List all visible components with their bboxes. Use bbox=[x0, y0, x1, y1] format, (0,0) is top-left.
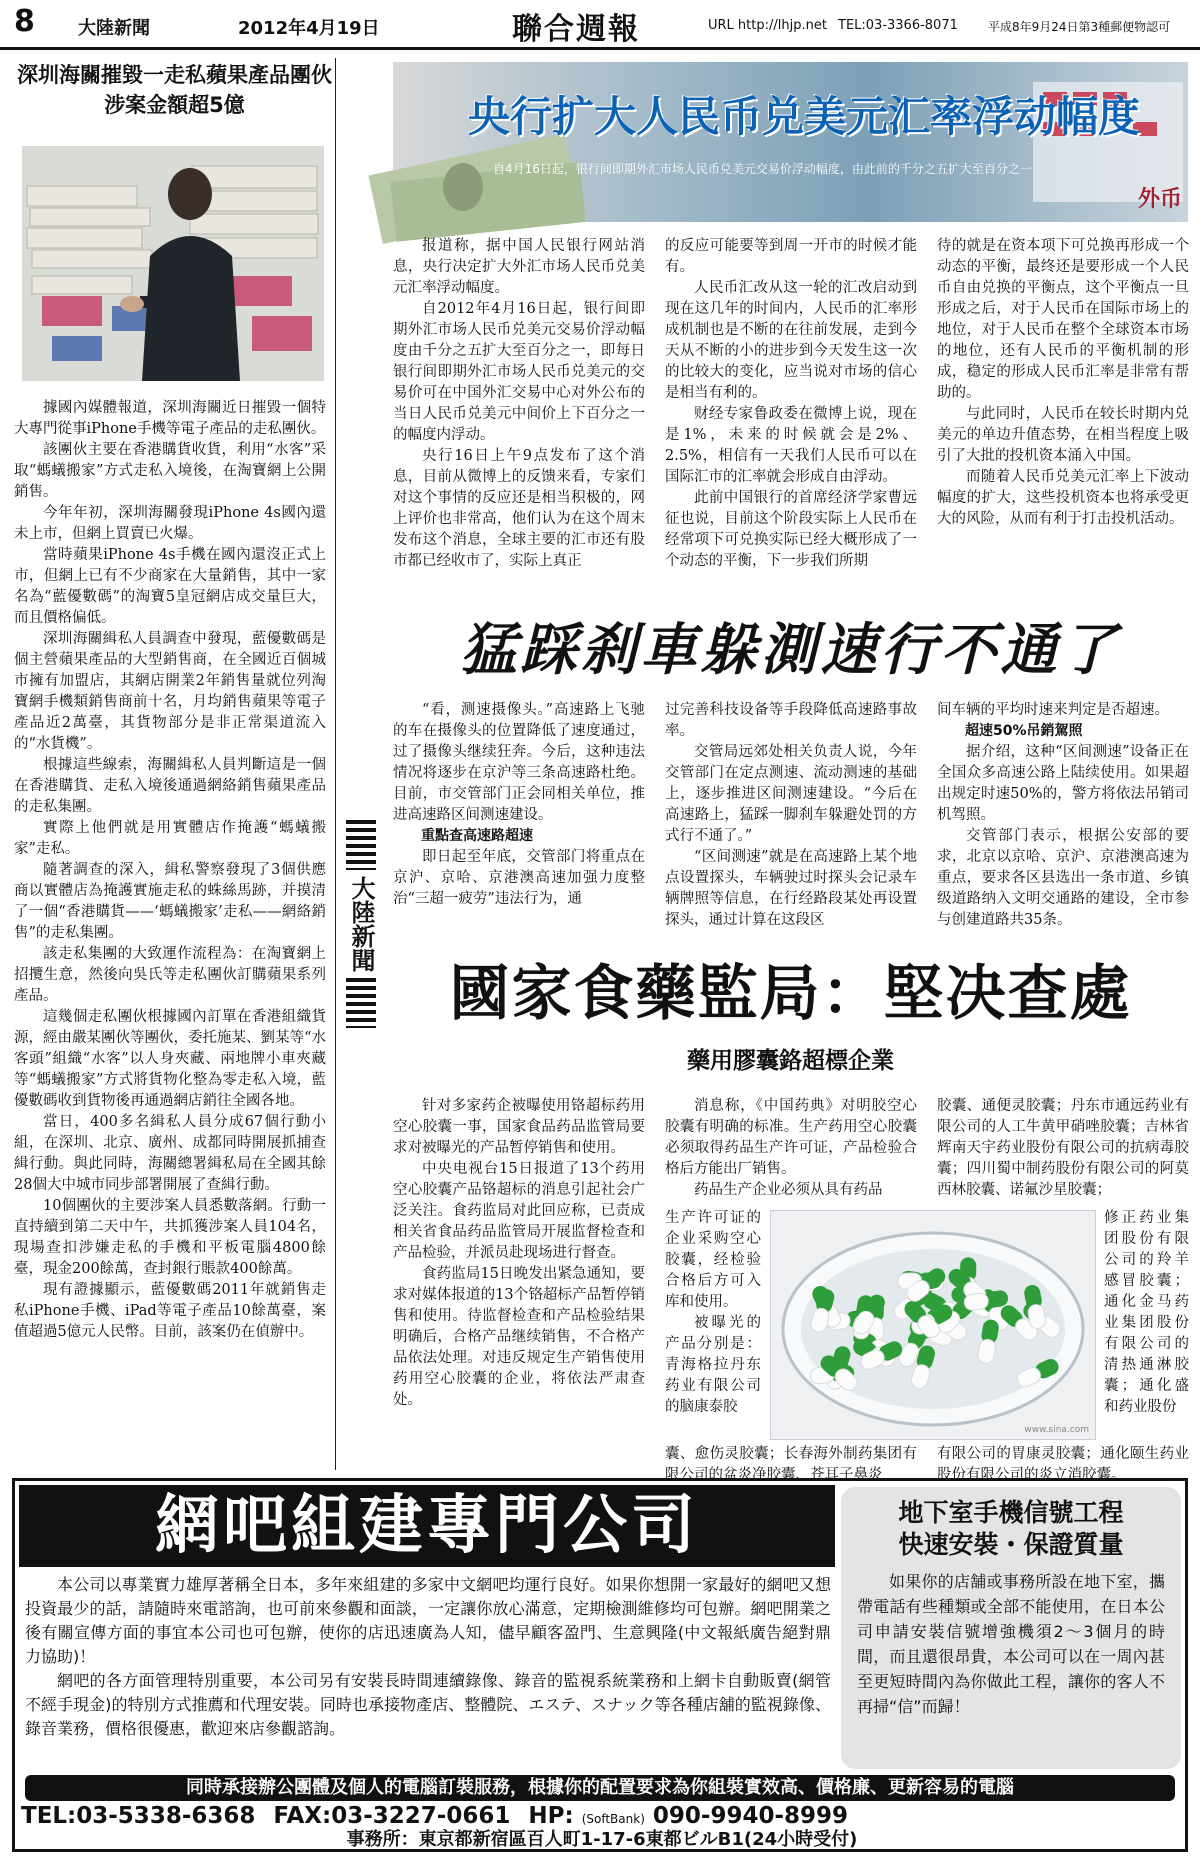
ad-fax: FAX:03-3227-0661 bbox=[273, 1803, 511, 1829]
paragraph: 修正药业集团股份有限公司的羚羊感冒胶囊；通化金马药业集团股份有限公司的清热通淋胶囊；通化盛和药业股份 bbox=[1104, 1210, 1189, 1415]
subheading: 重點查高速路超速 bbox=[421, 828, 533, 844]
paragraph: 自2012年4月16日起，银行间即期外汇市场人民币兑美元交易价浮动幅度由千分之五扩大至百分之一，即每日银行间即期外汇市场人民币兑美元的交易价可在中国外汇交易中心对外公布的当日人民币兑美元中间价上下百分之一的幅度内浮动。 bbox=[393, 301, 645, 443]
paragraph: 财经专家鲁政委在微博上说，现在是1%，未来的时候就会是2%、2.5%，相信有一天我们人民币可以在国际汇市的汇率就会形成自由浮动。 bbox=[665, 406, 917, 485]
issue-date: 2012年4月19日 bbox=[238, 18, 380, 39]
paper-url[interactable]: URL http://lhjp.net bbox=[708, 18, 827, 33]
paragraph: 间车辆的平均时速来判定是否超速。 bbox=[937, 702, 1169, 718]
ad-hp-label: HP: bbox=[528, 1803, 574, 1829]
paragraph: 據國內媒體報道，深圳海關近日摧毀一個特大專門從事iPhone手機等電子產品的走私團伙。 bbox=[14, 400, 326, 437]
paragraph: 据介绍，这种“区间测速”设备正在全国众多高速公路上陆续使用。如果超出规定时速50%的，警方将依法吊销司机驾照。 bbox=[937, 744, 1189, 823]
drug-column-3-bottom bbox=[937, 1444, 1189, 1483]
customs-officer-image bbox=[22, 146, 324, 381]
paragraph: 有限公司的胃康灵胶囊；通化颐生药业股份有限公司的炎立消胶囊。 bbox=[937, 1446, 1189, 1483]
ad-body bbox=[25, 1573, 831, 1741]
rmb-banner bbox=[393, 62, 1188, 222]
paragraph: 交管部门表示，根据公安部的要求，北京以京哈、京沪、京港澳高速为重点，要求各区县选出一条市道、乡镇级道路纳入文明交通路的建设，全市参与创建道路共35条。 bbox=[937, 828, 1189, 928]
drug-column-2-bottom bbox=[665, 1444, 917, 1483]
postal-permit: 平成8年9月24日第3種郵便物認可 bbox=[988, 20, 1171, 34]
ad-address: 事務所：東京都新宿區百人町1-17-6東都ビルB1(24小時受付) bbox=[346, 1829, 858, 1850]
drug-column-2-left bbox=[665, 1208, 761, 1440]
paragraph: 食药监局15日晚发出紧急通知，要求对媒体报道的13个铬超标产品暂停销售和使用。待监督检查和产品检验结果明确后，合格产品继续销售，不合格产品依法处理。对违反规定生产销售使用药用空心胶囊的企业，将依法严肃查处。 bbox=[393, 1266, 645, 1408]
banner-tag: 外币 bbox=[1138, 187, 1183, 212]
paper-tel: TEL:03-3366-8071 bbox=[838, 18, 958, 33]
paragraph: “区间测速”就是在高速路上某个地点设置探头，车辆驶过时探头会记录车辆牌照等信息，在行经路段某处再设置探头，通过计算在这段区 bbox=[665, 849, 917, 928]
capsule-photo bbox=[770, 1210, 1096, 1440]
ad-title: 網吧組建專門公司 bbox=[19, 1485, 835, 1567]
paper-name: 聯合週報 bbox=[512, 12, 640, 47]
speed-column-2 bbox=[665, 700, 917, 940]
paragraph: 該走私集團的大致運作流程為：在淘寶網上招攬生意，然後向吳氏等走私團伙訂購蘋果系列產品。 bbox=[14, 946, 326, 1004]
banner-subtitle: 自4月16日起，银行间即期外汇市场人民币兑美元交易价浮动幅度，由此前的千分之五扩大至百分之一 bbox=[493, 162, 1032, 176]
paragraph: 實際上他們就是用實體店作掩護“螞蟻搬家”走私。 bbox=[14, 820, 326, 857]
paragraph: 生产许可证的企业采购空心胶囊，经检验合格后方可入库和使用。 bbox=[665, 1210, 761, 1310]
ad-mobile[interactable]: 090-9940-8999 bbox=[652, 1803, 849, 1829]
paragraph: 胶囊、通便灵胶囊；丹东市通远药业有限公司的人工牛黄甲硝唑胶囊；吉林省辉南天宇药业股份有限公司的抗病毒胶囊；四川蜀中制药股份有限公司的阿莫西林胶囊、诺氟沙星胶囊； bbox=[937, 1098, 1189, 1198]
paragraph: 而随着人民币兑美元汇率上下波动幅度的扩大，这些投机资本也将承受更大的风险，从而有利于打击投机活动。 bbox=[937, 469, 1189, 527]
paragraph: 中央电视台15日报道了13个药用空心胶囊产品铬超标的消息引起社会广泛关注。食药监局对此回应称，已责成相关省食品药品监管局开展监督检查和产品检验，并派员赴现场进行督查。 bbox=[393, 1161, 645, 1261]
paragraph: 被曝光的产品分别是：青海格拉丹东药业有限公司的脑康泰胶 bbox=[665, 1315, 761, 1415]
signal-ad-title-1: 地下室手機信號工程 bbox=[898, 1498, 1124, 1527]
paragraph: 与此同时，人民币在较长时期内兑美元的单边升值态势，在相当程度上吸引了大批的投机资本涌入中国。 bbox=[937, 406, 1189, 464]
section-tag-label: 大陸新聞 bbox=[347, 876, 375, 972]
signal-ad-title-2: 快速安裝・保證質量 bbox=[898, 1530, 1124, 1559]
rmb-column-3 bbox=[937, 236, 1189, 591]
ad-tel[interactable]: TEL:03-5338-6368 bbox=[21, 1803, 256, 1829]
paragraph: 针对多家药企被曝使用铬超标药用空心胶囊一事，国家食品药品监管局要求对被曝光的产品暂停销售和使用。 bbox=[393, 1098, 645, 1156]
section-name: 大陸新聞 bbox=[78, 18, 150, 39]
page-number: 8 bbox=[14, 4, 35, 39]
paragraph: 消息称，《中国药典》对明胶空心胶囊有明确的标准。生产药用空心胶囊必须取得药品生产许可证，产品检验合格后方能出厂销售。 bbox=[665, 1098, 917, 1177]
paragraph: 报道称，据中国人民银行网站消息，央行决定扩大外汇市场人民币兑美元汇率浮动幅度。 bbox=[393, 238, 645, 296]
paragraph: 此前中国银行的首席经济学家曹远征也说，目前这个阶段实际上人民币在经常项下可兑换实际已经大概形成了一个动态的平衡，下一步我们所期 bbox=[665, 490, 917, 569]
drug-headline: 國家食藥監局：堅决查處 bbox=[449, 959, 1132, 1029]
paragraph: 交管局远郊处相关负责人说，今年交管部门在定点测速、流动测速的基础上，逐步推进区间测速建设。“今后在高速路上，猛踩一脚刹车躲避处罚的方式行不通了。” bbox=[665, 744, 917, 844]
paragraph: 根據這些線索，海關緝私人員判斷這是一個在香港購貨、走私入境後通過網絡銷售蘋果產品的走私集團。 bbox=[14, 757, 326, 815]
signal-ad-box bbox=[841, 1487, 1181, 1769]
ad-paragraph: 網吧的各方面管理特別重要，本公司另有安裝長時間連續錄像、錄音的監視系統業務和上網卡自動販賣(網管不經手現金)的特別方式推薦和代理安裝。同時也承接物產店、整體院、エステ、スナック等各種店舖的監視錄像、錄音業務，價格很優惠，歡迎來店參觀諮詢。 bbox=[25, 1671, 831, 1738]
paragraph: 药品生产企业必须从具有药品 bbox=[694, 1182, 883, 1198]
paragraph: 當時蘋果iPhone 4s手機在國內還沒正式上市，但網上已有不少商家在大量銷售，其中一家名為“藍優數碼”的淘寶5皇冠網店成交量巨大，而且價格偏低。 bbox=[14, 547, 326, 626]
paragraph: 當日，400多名緝私人員分成67個行動小組，在深圳、北京、廣州、成都同時開展抓捕查緝行動。與此同時，海關總署緝私局在全國其餘28個大中城市同步部署開展了查緝行動。 bbox=[14, 1114, 326, 1193]
paragraph: 的反应可能要等到周一开市的时候才能有。 bbox=[665, 238, 917, 275]
image-credit: www.sina.com bbox=[1024, 1425, 1089, 1435]
drug-column-3-right bbox=[1104, 1208, 1189, 1440]
softbank-label: (SoftBank) bbox=[581, 1812, 645, 1826]
article-body bbox=[14, 398, 326, 1343]
paragraph: 隨著調查的深入，緝私警察發現了3個供應商以實體店為掩護實施走私的蛛絲馬跡，并摸清了一個“香港購貨——‘螞蟻搬家’走私——網絡銷售”的走私集團。 bbox=[14, 862, 326, 941]
paragraph: 今年年初，深圳海關發現iPhone 4s國內還未上市，但網上買賣已火爆。 bbox=[14, 505, 326, 542]
paragraph: 深圳海關緝私人員調查中發現，藍優數碼是個主營蘋果產品的大型銷售商，在全國近百個城市擁有加盟店，其網店開業2年銷售量就位列淘寶網手機類銷售商前十名，月均銷售蘋果等電子產品近2萬臺，其貨物部分是非正常渠道流入的“水貨機”。 bbox=[14, 631, 326, 752]
service-bar: 同時承接辦公團體及個人的電腦訂裝服務，根據你的配置要求為你組裝實效高、價格廉、更新容易的電腦 bbox=[25, 1775, 1175, 1801]
paragraph: 人民币汇改从这一轮的汇改启动到现在这几年的时间内，人民币的汇率形成机制也是不断的在往前发展，走到今天从不断的小的进步到今天发生这一次的比较大的变化，应当说对市场的信心是相当有利的。 bbox=[665, 280, 917, 401]
paragraph: 該團伙主要在香港購貨收貨，利用“水客”采取“螞蟻搬家”方式走私入境後，在淘寶網上公開銷售。 bbox=[14, 442, 326, 500]
internet-cafe-ad bbox=[12, 1478, 1188, 1852]
paragraph: 待的就是在资本项下可兑换再形成一个动态的平衡，最终还是要形成一个人民币自由兑换的平衡点，这个平衡点一旦形成之后，对于人民币在国际市场上的地位，对于人民币在整个全球资本市场的地位，还有人民币的平衡机制的形成，稳定的形成人民币汇率是非常有帮助的。 bbox=[937, 238, 1189, 401]
speed-column-1 bbox=[393, 700, 645, 940]
paragraph: 央行16日上午9点发布了这个消息，目前从微博上的反馈来看，专家们对这个事情的反应还是相当积极的，网上评价也非常高，他们认为在这个周末发布这个消息，全球主要的汇市还有股市都已经收市了，实际上真正 bbox=[393, 448, 645, 569]
paragraph: 过完善科技设备等手段降低高速路事故率。 bbox=[665, 702, 917, 739]
drug-column-1 bbox=[393, 1096, 645, 1468]
rmb-column-1 bbox=[393, 236, 645, 591]
article-smuggling bbox=[14, 58, 336, 1470]
paragraph: “看，测速摄像头。”高速路上飞驰的车在摄像头的位置降低了速度通过，过了摄像头继续狂奔。今后，这种违法情况将逐步在京沪等三条高速路杜绝。目前，市交管部门正会同相关单位，推进高速路区间测速建设。 bbox=[393, 702, 645, 823]
masthead bbox=[0, 0, 1200, 50]
contact-line bbox=[21, 1803, 1183, 1829]
paragraph: 現有證據顯示，藍優數碼2011年就銷售走私iPhone手機、iPad等電子產品10餘萬臺，案值超過5億元人民幣。目前，該案仍在偵辦中。 bbox=[14, 1282, 326, 1340]
tag-stripes-top bbox=[346, 820, 376, 870]
signal-ad-body: 如果你的店舗或事務所設在地下室，攜帶電話有些種類或全部不能使用，在日本公司申請安裝信號增強機須2～3個月的時間，而且還很昂貴，本公司可以在一周內甚至更短時間內為你做此工程，讓你的客人不再掃“信”而歸！ bbox=[857, 1572, 1165, 1716]
paragraph: 這幾個走私團伙根據國內訂單在香港組織貨源，經由嚴某團伙等團伙，委托施某、劉某等“水客頭”組織“水客”以人身夾藏、兩地牌小車夾藏等“螞蟻搬家”方式將貨物化整為零走私入境，藍優數碼收到貨物後再通過網店銷往全國各地。 bbox=[14, 1009, 326, 1109]
ad-paragraph: 本公司以專業實力雄厚著稱全日本，多年來組建的多家中文網吧均運行良好。如果你想開一家最好的網吧又想投資最少的話，請隨時來電諮詢，也可前來參觀和面談，一定讓你放心滿意，定期檢測維修均可包辦。網吧開業之後有關宣傳方面的事宜本公司也可包辦，使你的店迅速廣為人知，儘早顧客盈門、生意興隆(中文報紙廣告絕對鼎力協助)！ bbox=[25, 1575, 831, 1666]
drug-column-3-top bbox=[937, 1096, 1189, 1208]
drug-column-2-top bbox=[665, 1096, 917, 1208]
customs-photo bbox=[22, 146, 324, 381]
speed-headline: 猛踩刹車躲測速行不通了 bbox=[460, 617, 1121, 683]
speed-column-3 bbox=[937, 700, 1189, 940]
paragraph: 10個團伙的主要涉案人員悉數落網。行動一直持續到第二天中午，共抓獲涉案人員104名，現場查扣涉嫌走私的手機和平板電腦4800餘臺，現金200餘萬，查封銀行賬款400餘萬。 bbox=[14, 1198, 326, 1277]
headline: 深圳海關摧毀一走私蘋果產品團伙 涉案金額超5億 bbox=[17, 63, 332, 117]
paragraph: 囊、愈伤灵胶囊；长春海外制药集团有限公司的盆炎净胶囊、苍耳子鼻炎 bbox=[665, 1446, 917, 1483]
banner-title: 央行扩大人民币兑美元汇率浮动幅度 bbox=[468, 92, 1141, 141]
rmb-column-2 bbox=[665, 236, 917, 591]
subheading: 超速50%吊銷駕照 bbox=[965, 723, 1083, 739]
drug-subheadline: 藥用膠囊鉻超標企業 bbox=[687, 1048, 894, 1074]
section-tag bbox=[346, 820, 376, 1160]
tag-stripes-bottom bbox=[346, 978, 376, 1028]
paragraph: 即日起至年底，交管部门将重点在京沪、京哈、京港澳高速加强力度整治“三超一疲劳”违法行为，通 bbox=[393, 849, 645, 907]
capsules-icon bbox=[771, 1211, 1095, 1439]
